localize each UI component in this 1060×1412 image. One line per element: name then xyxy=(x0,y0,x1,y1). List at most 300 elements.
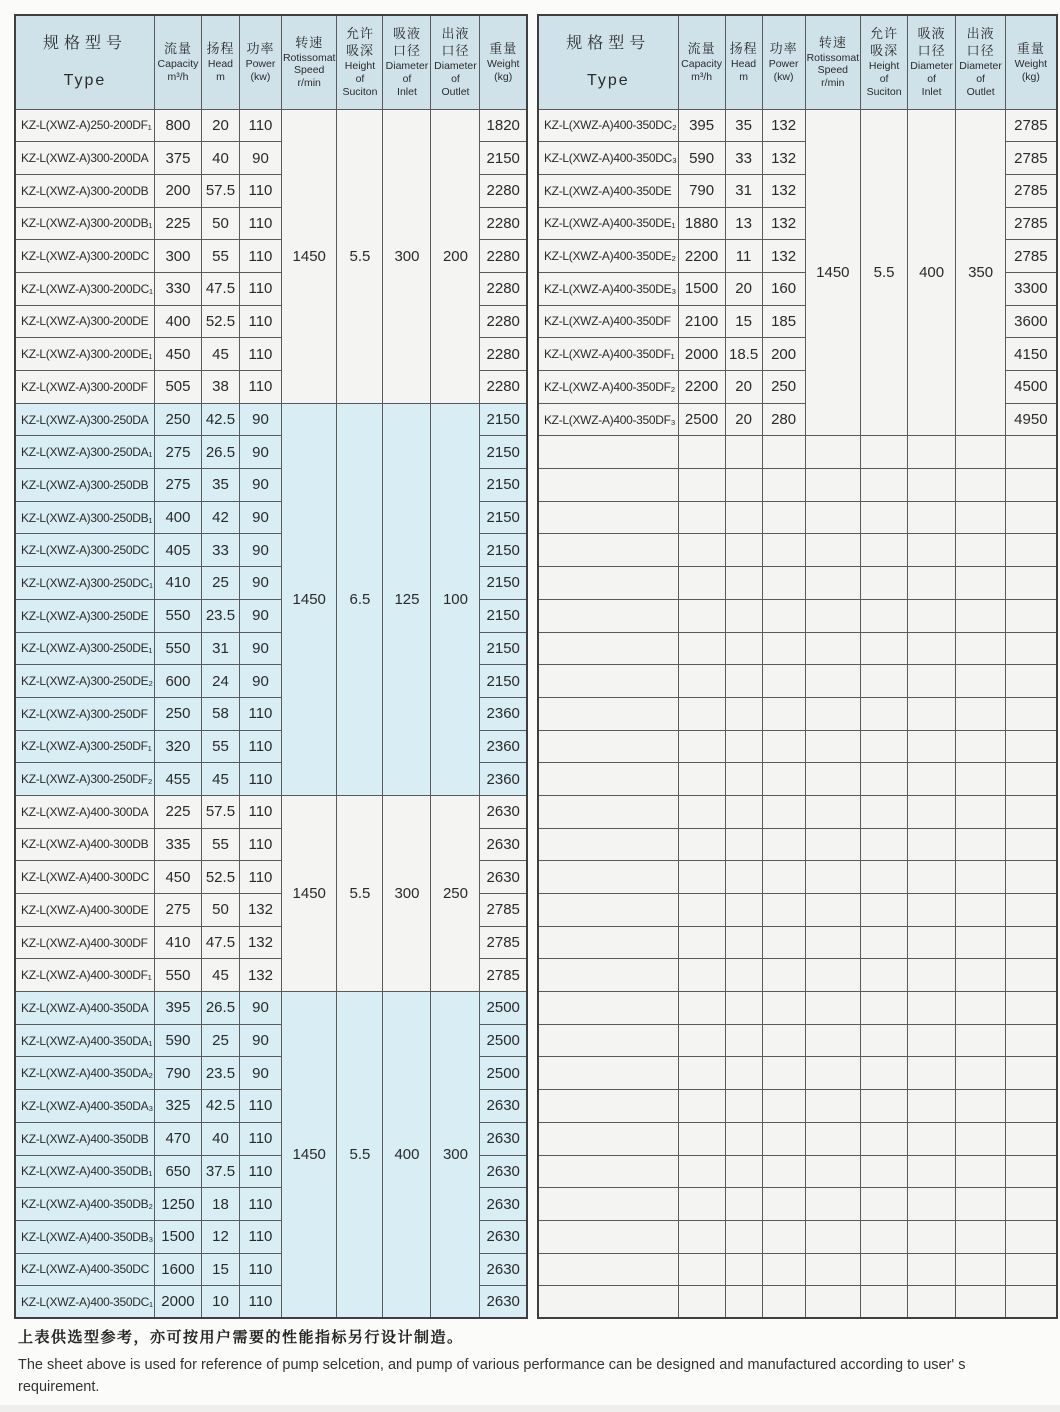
cell-power: 110 xyxy=(239,371,281,404)
empty-cell xyxy=(861,1188,908,1221)
cell-head: 25 xyxy=(201,1024,239,1057)
empty-cell xyxy=(805,469,861,502)
cell-type: KZ-L(XWZ-A)400-350DE₂ xyxy=(538,240,678,273)
cell-head: 25 xyxy=(201,567,239,600)
empty-cell xyxy=(805,1286,861,1319)
cell-power: 110 xyxy=(239,795,281,828)
cell-type: KZ-L(XWZ-A)300-250DC xyxy=(15,534,154,567)
cell-head: 50 xyxy=(201,207,239,240)
empty-cell xyxy=(762,697,805,730)
cell-head: 33 xyxy=(725,142,762,175)
cell-head: 31 xyxy=(725,174,762,207)
cell-power: 280 xyxy=(762,403,805,436)
cell-weight: 2360 xyxy=(480,763,527,796)
empty-cell xyxy=(1006,861,1057,894)
column-header-line: 吸液 xyxy=(917,26,946,42)
empty-cell xyxy=(762,861,805,894)
cell-capacity: 650 xyxy=(154,1155,201,1188)
column-header-line: 规格型号 xyxy=(42,35,127,53)
empty-cell xyxy=(538,992,678,1025)
cell-type: KZ-L(XWZ-A)300-250DE₁ xyxy=(15,632,154,665)
empty-cell xyxy=(908,861,956,894)
column-header-line: 吸深 xyxy=(870,43,899,59)
column-header-line: (kw) xyxy=(773,70,794,83)
cell-type: KZ-L(XWZ-A)400-350DF₂ xyxy=(538,371,678,404)
empty-cell xyxy=(538,665,678,698)
empty-cell xyxy=(678,992,725,1025)
empty-cell xyxy=(956,1024,1006,1057)
cell-head: 45 xyxy=(201,338,239,371)
column-header-line: 吸液 xyxy=(392,26,421,42)
empty-cell xyxy=(678,1155,725,1188)
empty-cell xyxy=(908,1024,956,1057)
cell-capacity: 250 xyxy=(154,697,201,730)
empty-cell xyxy=(805,730,861,763)
empty-row xyxy=(538,1155,1057,1188)
empty-cell xyxy=(805,501,861,534)
empty-cell xyxy=(861,1155,908,1188)
cell-power: 110 xyxy=(239,861,281,894)
cell-weight: 2360 xyxy=(480,697,527,730)
empty-cell xyxy=(538,861,678,894)
cell-head: 18 xyxy=(201,1188,239,1221)
cell-head: 26.5 xyxy=(201,992,239,1025)
cell-weight: 2280 xyxy=(480,207,527,240)
empty-cell xyxy=(956,1057,1006,1090)
column-header-line: (kg) xyxy=(494,70,513,83)
cell-power: 132 xyxy=(762,207,805,240)
cell-head: 35 xyxy=(725,109,762,142)
cell-capacity: 550 xyxy=(154,959,201,992)
column-header-line: Inlet xyxy=(921,85,942,98)
empty-cell xyxy=(538,567,678,600)
empty-cell xyxy=(538,436,678,469)
cell-weight: 2500 xyxy=(480,1024,527,1057)
cell-type: KZ-L(XWZ-A)400-350DF₁ xyxy=(538,338,678,371)
cell-power: 185 xyxy=(762,305,805,338)
column-header-line: Power xyxy=(245,57,276,70)
cell-type: KZ-L(XWZ-A)300-250DE xyxy=(15,599,154,632)
cell-head: 15 xyxy=(201,1253,239,1286)
column-header-line: Inlet xyxy=(397,85,417,98)
empty-cell xyxy=(956,534,1006,567)
empty-cell xyxy=(725,959,762,992)
cell-capacity: 400 xyxy=(154,501,201,534)
empty-cell xyxy=(538,1122,678,1155)
spec-row xyxy=(15,795,527,828)
cell-power: 132 xyxy=(762,109,805,142)
empty-cell xyxy=(956,959,1006,992)
empty-cell xyxy=(725,1188,762,1221)
column-header-line: Diameter xyxy=(434,59,477,72)
empty-cell xyxy=(956,567,1006,600)
column-header-type xyxy=(15,15,154,109)
empty-row xyxy=(538,1024,1057,1057)
empty-cell xyxy=(805,894,861,927)
cell-type: KZ-L(XWZ-A)300-250DE₂ xyxy=(15,665,154,698)
cell-capacity: 335 xyxy=(154,828,201,861)
cell-power: 90 xyxy=(239,403,281,436)
footer-note-cn: 上表供选型参考，亦可按用户需要的性能指标另行设计制造。 xyxy=(18,1329,464,1346)
column-header-line: of xyxy=(976,72,985,85)
cell-power: 110 xyxy=(239,338,281,371)
cell-capacity: 325 xyxy=(154,1090,201,1123)
column-header-line: Speed xyxy=(817,64,849,77)
cell-capacity: 600 xyxy=(154,665,201,698)
cell-type: KZ-L(XWZ-A)400-350DE xyxy=(538,174,678,207)
cell-head: 40 xyxy=(201,142,239,175)
cell-weight: 2630 xyxy=(480,861,527,894)
empty-cell xyxy=(538,1253,678,1286)
cell-capacity: 2200 xyxy=(678,371,725,404)
empty-cell xyxy=(1006,534,1057,567)
empty-cell xyxy=(725,926,762,959)
empty-cell xyxy=(725,665,762,698)
empty-cell xyxy=(805,1122,861,1155)
cell-power: 132 xyxy=(762,174,805,207)
empty-cell xyxy=(805,632,861,665)
cell-shared-outlet: 300 xyxy=(431,992,480,1319)
empty-cell xyxy=(956,501,1006,534)
cell-weight: 2280 xyxy=(480,174,527,207)
cell-capacity: 1250 xyxy=(154,1188,201,1221)
empty-cell xyxy=(538,959,678,992)
cell-weight: 2630 xyxy=(480,1090,527,1123)
cell-head: 15 xyxy=(725,305,762,338)
column-header-capacity xyxy=(678,15,725,109)
cell-power: 200 xyxy=(762,338,805,371)
column-header-line: Outlet xyxy=(966,85,995,98)
cell-weight: 2150 xyxy=(480,632,527,665)
cell-weight: 2500 xyxy=(480,1057,527,1090)
cell-power: 110 xyxy=(239,763,281,796)
empty-cell xyxy=(725,599,762,632)
empty-cell xyxy=(1006,469,1057,502)
empty-cell xyxy=(861,992,908,1025)
cell-type: KZ-L(XWZ-A)300-200DE₁ xyxy=(15,338,154,371)
cell-head: 45 xyxy=(201,763,239,796)
cell-weight: 2280 xyxy=(480,371,527,404)
cell-power: 110 xyxy=(239,1253,281,1286)
cell-weight: 2150 xyxy=(480,436,527,469)
empty-cell xyxy=(678,763,725,796)
empty-cell xyxy=(678,1090,725,1123)
empty-cell xyxy=(538,828,678,861)
empty-cell xyxy=(908,1122,956,1155)
cell-shared-suction: 5.5 xyxy=(337,109,383,403)
cell-power: 250 xyxy=(762,371,805,404)
empty-cell xyxy=(762,1122,805,1155)
empty-cell xyxy=(762,1024,805,1057)
empty-row xyxy=(538,1286,1057,1319)
cell-weight: 2630 xyxy=(480,1253,527,1286)
cell-type: KZ-L(XWZ-A)400-300DE xyxy=(15,894,154,927)
column-header-power xyxy=(762,15,805,109)
cell-capacity: 275 xyxy=(154,436,201,469)
empty-cell xyxy=(1006,828,1057,861)
cell-head: 42 xyxy=(201,501,239,534)
cell-power: 110 xyxy=(239,1122,281,1155)
empty-cell xyxy=(956,1286,1006,1319)
empty-cell xyxy=(908,534,956,567)
empty-cell xyxy=(538,469,678,502)
empty-cell xyxy=(861,795,908,828)
cell-capacity: 330 xyxy=(154,272,201,305)
empty-cell xyxy=(956,828,1006,861)
empty-cell xyxy=(908,567,956,600)
empty-cell xyxy=(956,1155,1006,1188)
cell-shared-inlet: 300 xyxy=(383,109,431,403)
empty-cell xyxy=(805,763,861,796)
empty-cell xyxy=(762,632,805,665)
cell-power: 110 xyxy=(239,272,281,305)
spec-table xyxy=(537,14,1058,1319)
empty-cell xyxy=(861,1122,908,1155)
cell-shared-inlet: 400 xyxy=(908,109,956,436)
column-header-line: 出液 xyxy=(441,26,470,42)
cell-weight: 2150 xyxy=(480,142,527,175)
empty-cell xyxy=(908,501,956,534)
empty-row xyxy=(538,632,1057,665)
empty-cell xyxy=(861,501,908,534)
empty-cell xyxy=(762,567,805,600)
empty-cell xyxy=(678,795,725,828)
column-header-weight xyxy=(1006,15,1057,109)
cell-power: 110 xyxy=(239,1090,281,1123)
empty-row xyxy=(538,1253,1057,1286)
cell-capacity: 2500 xyxy=(678,403,725,436)
cell-shared-speed: 1450 xyxy=(281,992,337,1319)
empty-cell xyxy=(678,730,725,763)
cell-type: KZ-L(XWZ-A)400-350DA₂ xyxy=(15,1057,154,1090)
empty-cell xyxy=(956,1188,1006,1221)
empty-cell xyxy=(956,795,1006,828)
cell-head: 35 xyxy=(201,469,239,502)
empty-cell xyxy=(956,1253,1006,1286)
empty-cell xyxy=(1006,1188,1057,1221)
cell-head: 58 xyxy=(201,697,239,730)
column-header-weight xyxy=(480,15,527,109)
cell-power: 110 xyxy=(239,828,281,861)
column-header-head xyxy=(201,15,239,109)
cell-shared-suction: 5.5 xyxy=(861,109,908,436)
cell-capacity: 250 xyxy=(154,403,201,436)
empty-cell xyxy=(908,1286,956,1319)
empty-cell xyxy=(956,730,1006,763)
empty-cell xyxy=(538,1090,678,1123)
cell-power: 132 xyxy=(239,926,281,959)
empty-cell xyxy=(861,861,908,894)
empty-cell xyxy=(805,1024,861,1057)
empty-cell xyxy=(1006,763,1057,796)
column-header-line: r/min xyxy=(821,77,845,90)
column-header-line: Diameter xyxy=(385,59,429,72)
cell-power: 110 xyxy=(239,305,281,338)
cell-type: KZ-L(XWZ-A)400-300DA xyxy=(15,795,154,828)
empty-cell xyxy=(1006,599,1057,632)
empty-cell xyxy=(1006,501,1057,534)
empty-cell xyxy=(908,632,956,665)
cell-type: KZ-L(XWZ-A)400-350DC₂ xyxy=(538,109,678,142)
column-header-line: 重量 xyxy=(1016,41,1045,56)
empty-cell xyxy=(908,730,956,763)
empty-cell xyxy=(908,763,956,796)
column-header-outlet xyxy=(956,15,1006,109)
empty-cell xyxy=(725,1090,762,1123)
cell-type: KZ-L(XWZ-A)300-250DA xyxy=(15,403,154,436)
empty-row xyxy=(538,469,1057,502)
empty-cell xyxy=(1006,665,1057,698)
column-header-suction xyxy=(861,15,908,109)
empty-cell xyxy=(725,697,762,730)
empty-cell xyxy=(678,501,725,534)
empty-cell xyxy=(805,1253,861,1286)
page-bottom-edge xyxy=(0,1405,1060,1412)
empty-cell xyxy=(805,926,861,959)
empty-cell xyxy=(956,1220,1006,1253)
column-header-line: Suciton xyxy=(342,85,378,98)
cell-capacity: 410 xyxy=(154,567,201,600)
cell-type: KZ-L(XWZ-A)300-250DF₂ xyxy=(15,763,154,796)
empty-cell xyxy=(1006,1253,1057,1286)
empty-cell xyxy=(762,501,805,534)
empty-row xyxy=(538,1090,1057,1123)
empty-cell xyxy=(678,697,725,730)
cell-capacity: 1500 xyxy=(678,272,725,305)
cell-type: KZ-L(XWZ-A)300-200DF xyxy=(15,371,154,404)
empty-cell xyxy=(861,763,908,796)
empty-cell xyxy=(762,469,805,502)
cell-type: KZ-L(XWZ-A)300-250DA₁ xyxy=(15,436,154,469)
empty-cell xyxy=(538,599,678,632)
column-header-line: m³/h xyxy=(167,70,189,83)
column-header-line: 口径 xyxy=(966,43,995,59)
cell-head: 24 xyxy=(201,665,239,698)
cell-head: 20 xyxy=(725,371,762,404)
empty-cell xyxy=(1006,1155,1057,1188)
empty-cell xyxy=(538,795,678,828)
column-header-suction xyxy=(337,15,383,109)
cell-capacity: 2200 xyxy=(678,240,725,273)
column-header-line: m xyxy=(216,70,225,83)
cell-weight: 2785 xyxy=(1006,142,1057,175)
empty-cell xyxy=(908,599,956,632)
cell-weight: 2630 xyxy=(480,1286,527,1319)
column-header-line: 扬程 xyxy=(206,41,235,56)
cell-capacity: 590 xyxy=(154,1024,201,1057)
empty-cell xyxy=(678,534,725,567)
column-header-line: 重量 xyxy=(489,41,518,56)
empty-cell xyxy=(956,894,1006,927)
empty-row xyxy=(538,1188,1057,1221)
cell-head: 42.5 xyxy=(201,1090,239,1123)
column-header-line: 口径 xyxy=(392,43,421,59)
column-header-line: 出液 xyxy=(966,26,995,42)
empty-cell xyxy=(725,730,762,763)
column-header-inlet xyxy=(383,15,431,109)
column-header-line: r/min xyxy=(297,77,321,90)
column-header-speed xyxy=(805,15,861,109)
column-header-line: of xyxy=(927,72,936,85)
column-header-line: Capacity xyxy=(157,57,199,70)
empty-cell xyxy=(861,599,908,632)
empty-cell xyxy=(956,697,1006,730)
empty-cell xyxy=(805,1155,861,1188)
cell-head: 18.5 xyxy=(725,338,762,371)
cell-shared-speed: 1450 xyxy=(281,795,337,991)
cell-capacity: 1600 xyxy=(154,1253,201,1286)
cell-head: 52.5 xyxy=(201,305,239,338)
empty-cell xyxy=(762,992,805,1025)
empty-cell xyxy=(678,926,725,959)
empty-cell xyxy=(678,1057,725,1090)
cell-capacity: 225 xyxy=(154,795,201,828)
cell-type: KZ-L(XWZ-A)400-300DF₁ xyxy=(15,959,154,992)
column-header-line: 转速 xyxy=(818,34,847,50)
empty-cell xyxy=(762,1253,805,1286)
column-header-line: 转速 xyxy=(295,34,324,50)
empty-cell xyxy=(861,1220,908,1253)
empty-cell xyxy=(956,632,1006,665)
empty-cell xyxy=(678,567,725,600)
cell-capacity: 395 xyxy=(678,109,725,142)
cell-capacity: 590 xyxy=(678,142,725,175)
empty-cell xyxy=(725,436,762,469)
cell-type: KZ-L(XWZ-A)400-350DC xyxy=(15,1253,154,1286)
spec-table-right xyxy=(537,14,1058,1319)
column-header-line: 规格型号 xyxy=(566,35,651,53)
cell-head: 12 xyxy=(201,1220,239,1253)
cell-type: KZ-L(XWZ-A)400-350DF₃ xyxy=(538,403,678,436)
empty-cell xyxy=(1006,795,1057,828)
cell-weight: 2630 xyxy=(480,1188,527,1221)
cell-power: 90 xyxy=(239,992,281,1025)
empty-cell xyxy=(725,1155,762,1188)
empty-cell xyxy=(538,632,678,665)
cell-capacity: 450 xyxy=(154,861,201,894)
empty-cell xyxy=(762,1155,805,1188)
cell-head: 55 xyxy=(201,828,239,861)
column-header-line: Weight xyxy=(486,57,520,70)
empty-cell xyxy=(908,1220,956,1253)
empty-cell xyxy=(861,534,908,567)
empty-cell xyxy=(861,959,908,992)
cell-weight: 2150 xyxy=(480,567,527,600)
empty-cell xyxy=(762,894,805,927)
cell-weight: 2785 xyxy=(480,926,527,959)
column-header-line: Height xyxy=(868,59,900,72)
empty-cell xyxy=(1006,959,1057,992)
empty-cell xyxy=(725,828,762,861)
column-header-line: Type xyxy=(586,71,630,89)
empty-cell xyxy=(861,926,908,959)
cell-type: KZ-L(XWZ-A)300-200DB₁ xyxy=(15,207,154,240)
cell-power: 90 xyxy=(239,436,281,469)
empty-cell xyxy=(538,763,678,796)
empty-cell xyxy=(538,1220,678,1253)
cell-head: 31 xyxy=(201,632,239,665)
cell-weight: 4950 xyxy=(1006,403,1057,436)
empty-cell xyxy=(1006,1024,1057,1057)
empty-row xyxy=(538,861,1057,894)
empty-row xyxy=(538,959,1057,992)
empty-cell xyxy=(861,730,908,763)
cell-type: KZ-L(XWZ-A)400-300DB xyxy=(15,828,154,861)
column-header-line: 流量 xyxy=(687,41,716,56)
cell-head: 57.5 xyxy=(201,795,239,828)
empty-cell xyxy=(725,501,762,534)
cell-capacity: 1880 xyxy=(678,207,725,240)
